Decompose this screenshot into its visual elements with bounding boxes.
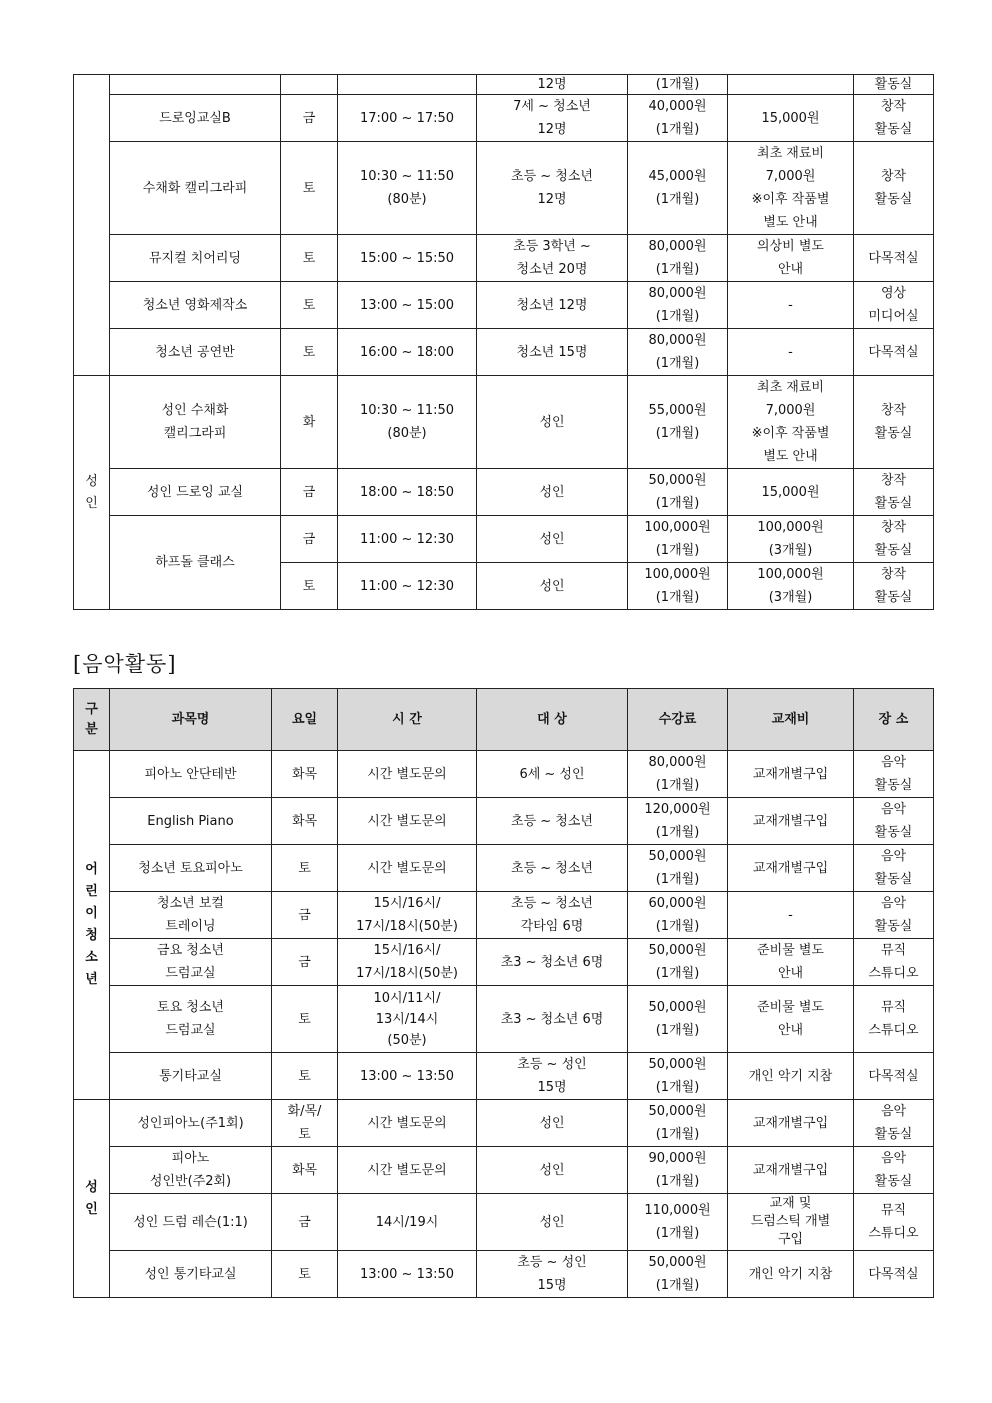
course-place: 다목적실 bbox=[854, 1053, 934, 1100]
course-time: 17:00 ~ 17:50 bbox=[338, 95, 477, 142]
table-row bbox=[74, 845, 934, 892]
category-youth bbox=[74, 75, 110, 376]
course-time: 시간 별도문의 bbox=[338, 798, 477, 845]
course-place: 음악 활동실 bbox=[854, 1147, 934, 1194]
course-material: 교재개별구입 bbox=[728, 1100, 854, 1147]
course-time: 10:30 ~ 11:50 (80분) bbox=[338, 142, 477, 235]
course-name: 피아노 안단테반 bbox=[110, 751, 272, 798]
course-target: 성인 bbox=[477, 563, 628, 610]
course-fee: 120,000원 (1개월) bbox=[628, 798, 728, 845]
course-target: 성인 bbox=[477, 516, 628, 563]
course-fee: (1개월) bbox=[628, 75, 728, 95]
course-name: 성인피아노(주1회) bbox=[110, 1100, 272, 1147]
course-day: 토 bbox=[272, 845, 338, 892]
course-time: 14시/19시 bbox=[338, 1194, 477, 1251]
course-target: 6세 ~ 성인 bbox=[477, 751, 628, 798]
course-target: 성인 bbox=[477, 469, 628, 516]
table-row bbox=[74, 469, 934, 516]
course-day: 토 bbox=[281, 235, 338, 282]
course-day: 토 bbox=[272, 1053, 338, 1100]
course-time: 18:00 ~ 18:50 bbox=[338, 469, 477, 516]
course-material: 의상비 별도 안내 bbox=[728, 235, 854, 282]
course-place: 음악 활동실 bbox=[854, 892, 934, 939]
course-day: 토 bbox=[281, 563, 338, 610]
course-place: 창작 활동실 bbox=[854, 95, 934, 142]
course-fee: 55,000원 (1개월) bbox=[628, 376, 728, 469]
course-day: 화/목/ 토 bbox=[272, 1100, 338, 1147]
course-name: 피아노 성인반(주2회) bbox=[110, 1147, 272, 1194]
course-place: 창작 활동실 bbox=[854, 516, 934, 563]
course-day: 토 bbox=[272, 1251, 338, 1298]
table-row bbox=[74, 892, 934, 939]
course-time: 10시/11시/ 13시/14시 (50분) bbox=[338, 986, 477, 1053]
category-adult: 성 인 bbox=[74, 376, 110, 610]
header-row bbox=[74, 689, 934, 751]
course-material: 100,000원 (3개월) bbox=[728, 516, 854, 563]
header-material: 교재비 bbox=[728, 689, 854, 751]
course-fee: 90,000원 (1개월) bbox=[628, 1147, 728, 1194]
course-material: 교재개별구입 bbox=[728, 751, 854, 798]
course-target: 12명 bbox=[477, 75, 628, 95]
course-day: 화목 bbox=[272, 1147, 338, 1194]
course-target: 성인 bbox=[477, 376, 628, 469]
course-target: 초3 ~ 청소년 6명 bbox=[477, 986, 628, 1053]
course-day: 금 bbox=[272, 892, 338, 939]
course-fee: 50,000원 (1개월) bbox=[628, 986, 728, 1053]
course-time: 15시/16시/ 17시/18시(50분) bbox=[338, 892, 477, 939]
course-target: 초등 ~ 청소년 12명 bbox=[477, 142, 628, 235]
course-time: 13:00 ~ 15:00 bbox=[338, 282, 477, 329]
course-name: 토요 청소년 드럼교실 bbox=[110, 986, 272, 1053]
course-material: 최초 재료비 7,000원 ※이후 작품별 별도 안내 bbox=[728, 142, 854, 235]
course-fee: 45,000원 (1개월) bbox=[628, 142, 728, 235]
course-material: 교재개별구입 bbox=[728, 798, 854, 845]
course-fee: 40,000원 (1개월) bbox=[628, 95, 728, 142]
table-row bbox=[74, 376, 934, 469]
category-adult: 성 인 bbox=[74, 1100, 110, 1298]
course-place: 영상 미디어실 bbox=[854, 282, 934, 329]
course-material: 교재 및 드럼스틱 개별 구입 bbox=[728, 1194, 854, 1251]
course-time bbox=[338, 75, 477, 95]
course-target: 초등 ~ 성인 15명 bbox=[477, 1053, 628, 1100]
course-name: 하프돌 클래스 bbox=[110, 516, 281, 610]
header-day: 요일 bbox=[272, 689, 338, 751]
art-activity-table bbox=[73, 74, 934, 610]
table-row bbox=[74, 1100, 934, 1147]
course-place: 음악 활동실 bbox=[854, 845, 934, 892]
table-row bbox=[74, 986, 934, 1053]
course-name: 청소년 공연반 bbox=[110, 329, 281, 376]
course-place: 음악 활동실 bbox=[854, 798, 934, 845]
course-material: 교재개별구입 bbox=[728, 1147, 854, 1194]
table-row bbox=[74, 142, 934, 235]
course-name: 통기타교실 bbox=[110, 1053, 272, 1100]
course-material: 최초 재료비 7,000원 ※이후 작품별 별도 안내 bbox=[728, 376, 854, 469]
course-day bbox=[281, 75, 338, 95]
course-material: 100,000원 (3개월) bbox=[728, 563, 854, 610]
course-material bbox=[728, 75, 854, 95]
course-place: 창작 활동실 bbox=[854, 469, 934, 516]
course-target: 초등 3학년 ~ 청소년 20명 bbox=[477, 235, 628, 282]
course-fee: 50,000원 (1개월) bbox=[628, 1100, 728, 1147]
course-fee: 50,000원 (1개월) bbox=[628, 1053, 728, 1100]
header-target: 대 상 bbox=[477, 689, 628, 751]
header-fee: 수강료 bbox=[628, 689, 728, 751]
header-time: 시 간 bbox=[338, 689, 477, 751]
course-material: 15,000원 bbox=[728, 95, 854, 142]
course-day: 금 bbox=[272, 939, 338, 986]
course-time: 시간 별도문의 bbox=[338, 751, 477, 798]
course-fee: 80,000원 (1개월) bbox=[628, 282, 728, 329]
course-name: 수채화 캘리그라피 bbox=[110, 142, 281, 235]
category-youth: 어 린 이 청 소 년 bbox=[74, 751, 110, 1100]
course-material: 개인 악기 지참 bbox=[728, 1251, 854, 1298]
course-target: 성인 bbox=[477, 1100, 628, 1147]
course-time: 10:30 ~ 11:50 (80분) bbox=[338, 376, 477, 469]
course-place: 음악 활동실 bbox=[854, 1100, 934, 1147]
table-row bbox=[74, 1147, 934, 1194]
course-day: 토 bbox=[281, 329, 338, 376]
course-place: 음악 활동실 bbox=[854, 751, 934, 798]
table-row bbox=[74, 1194, 934, 1251]
table-row bbox=[74, 75, 934, 95]
header-place: 장 소 bbox=[854, 689, 934, 751]
table-row bbox=[74, 1251, 934, 1298]
course-material: 교재개별구입 bbox=[728, 845, 854, 892]
table-row bbox=[74, 95, 934, 142]
course-name: 성인 드럼 레슨(1:1) bbox=[110, 1194, 272, 1251]
course-target: 초3 ~ 청소년 6명 bbox=[477, 939, 628, 986]
course-fee: 100,000원 (1개월) bbox=[628, 563, 728, 610]
course-day: 토 bbox=[281, 282, 338, 329]
music-section-title: [음악활동] bbox=[73, 652, 177, 676]
course-material: 15,000원 bbox=[728, 469, 854, 516]
course-target: 청소년 12명 bbox=[477, 282, 628, 329]
course-day: 금 bbox=[281, 469, 338, 516]
course-fee: 50,000원 (1개월) bbox=[628, 469, 728, 516]
course-name: 청소년 토요피아노 bbox=[110, 845, 272, 892]
course-target: 초등 ~ 청소년 bbox=[477, 798, 628, 845]
course-time: 15:00 ~ 15:50 bbox=[338, 235, 477, 282]
course-day: 화 bbox=[281, 376, 338, 469]
course-time: 11:00 ~ 12:30 bbox=[338, 563, 477, 610]
table-row bbox=[74, 798, 934, 845]
course-time: 시간 별도문의 bbox=[338, 845, 477, 892]
course-time: 시간 별도문의 bbox=[338, 1100, 477, 1147]
course-material: - bbox=[728, 329, 854, 376]
course-fee: 50,000원 (1개월) bbox=[628, 1251, 728, 1298]
course-day: 금 bbox=[272, 1194, 338, 1251]
course-material: - bbox=[728, 282, 854, 329]
course-target: 초등 ~ 청소년 bbox=[477, 845, 628, 892]
table-row bbox=[74, 1053, 934, 1100]
course-place: 뮤직 스튜디오 bbox=[854, 939, 934, 986]
course-target: 초등 ~ 성인 15명 bbox=[477, 1251, 628, 1298]
table-row bbox=[74, 516, 934, 563]
course-place: 다목적실 bbox=[854, 1251, 934, 1298]
course-name: 성인 드로잉 교실 bbox=[110, 469, 281, 516]
course-name: 성인 통기타교실 bbox=[110, 1251, 272, 1298]
course-target: 성인 bbox=[477, 1147, 628, 1194]
course-fee: 60,000원 (1개월) bbox=[628, 892, 728, 939]
course-day: 토 bbox=[272, 986, 338, 1053]
course-target: 성인 bbox=[477, 1194, 628, 1251]
course-name: 금요 청소년 드럼교실 bbox=[110, 939, 272, 986]
course-target: 7세 ~ 청소년 12명 bbox=[477, 95, 628, 142]
course-fee: 50,000원 (1개월) bbox=[628, 845, 728, 892]
course-time: 16:00 ~ 18:00 bbox=[338, 329, 477, 376]
course-day: 금 bbox=[281, 516, 338, 563]
course-day: 화목 bbox=[272, 798, 338, 845]
course-fee: 80,000원 (1개월) bbox=[628, 751, 728, 798]
course-material: 개인 악기 지참 bbox=[728, 1053, 854, 1100]
course-time: 시간 별도문의 bbox=[338, 1147, 477, 1194]
course-place: 창작 활동실 bbox=[854, 563, 934, 610]
course-material: 준비물 별도 안내 bbox=[728, 939, 854, 986]
course-day: 화목 bbox=[272, 751, 338, 798]
course-place: 창작 활동실 bbox=[854, 142, 934, 235]
course-fee: 110,000원 (1개월) bbox=[628, 1194, 728, 1251]
table-row bbox=[74, 751, 934, 798]
course-day: 금 bbox=[281, 95, 338, 142]
course-target: 청소년 15명 bbox=[477, 329, 628, 376]
course-name: 성인 수채화 캘리그라피 bbox=[110, 376, 281, 469]
course-place: 다목적실 bbox=[854, 329, 934, 376]
music-activity-table bbox=[73, 688, 934, 1298]
course-day: 토 bbox=[281, 142, 338, 235]
course-place: 뮤직 스튜디오 bbox=[854, 1194, 934, 1251]
table-row bbox=[74, 282, 934, 329]
course-material: - bbox=[728, 892, 854, 939]
course-fee: 50,000원 (1개월) bbox=[628, 939, 728, 986]
course-fee: 80,000원 (1개월) bbox=[628, 329, 728, 376]
course-place: 창작 활동실 bbox=[854, 376, 934, 469]
course-name: 뮤지컬 치어리딩 bbox=[110, 235, 281, 282]
course-name: English Piano bbox=[110, 798, 272, 845]
table-row bbox=[74, 939, 934, 986]
course-place: 뮤직 스튜디오 bbox=[854, 986, 934, 1053]
course-place: 다목적실 bbox=[854, 235, 934, 282]
course-name: 드로잉교실B bbox=[110, 95, 281, 142]
table-row bbox=[74, 235, 934, 282]
course-name bbox=[110, 75, 281, 95]
course-name: 청소년 영화제작소 bbox=[110, 282, 281, 329]
course-name: 청소년 보컬 트레이닝 bbox=[110, 892, 272, 939]
course-target: 초등 ~ 청소년 각타임 6명 bbox=[477, 892, 628, 939]
course-place: 활동실 bbox=[854, 75, 934, 95]
header-name: 과목명 bbox=[110, 689, 272, 751]
course-time: 13:00 ~ 13:50 bbox=[338, 1251, 477, 1298]
header-category: 구 분 bbox=[74, 689, 110, 751]
table-row bbox=[74, 329, 934, 376]
course-material: 준비물 별도 안내 bbox=[728, 986, 854, 1053]
course-time: 15시/16시/ 17시/18시(50분) bbox=[338, 939, 477, 986]
course-time: 13:00 ~ 13:50 bbox=[338, 1053, 477, 1100]
course-fee: 100,000원 (1개월) bbox=[628, 516, 728, 563]
course-fee: 80,000원 (1개월) bbox=[628, 235, 728, 282]
course-time: 11:00 ~ 12:30 bbox=[338, 516, 477, 563]
